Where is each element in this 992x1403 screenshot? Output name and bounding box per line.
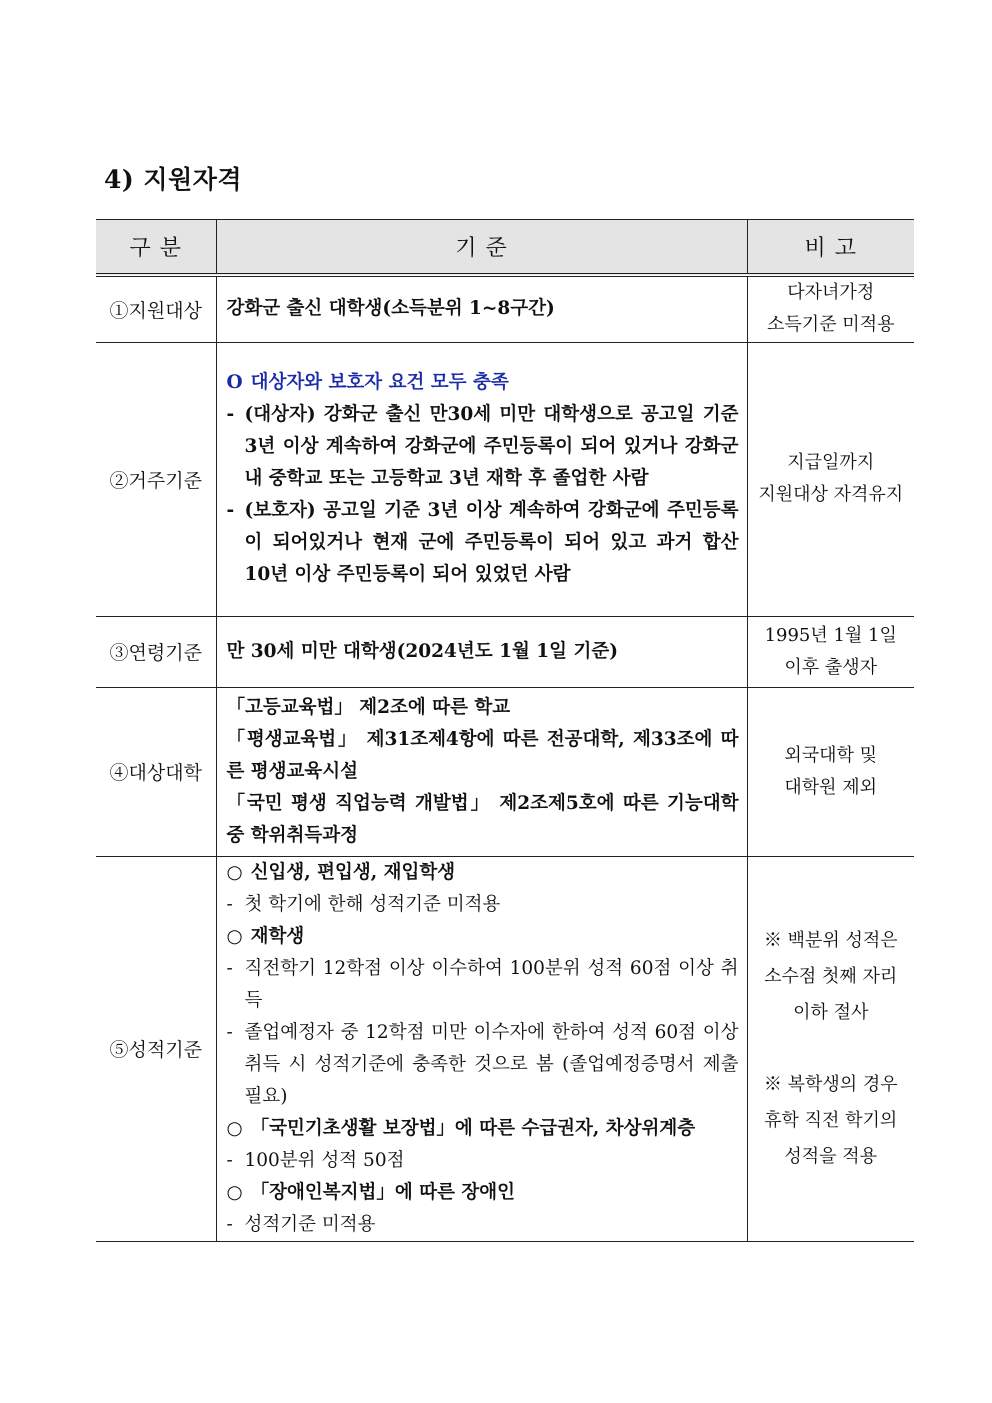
criteria-cell: [216, 616, 747, 687]
criteria-subitem: [227, 495, 739, 591]
note-line: 외국대학 및: [784, 744, 878, 766]
criteria-cell: [216, 687, 747, 856]
criteria-cell: [216, 856, 747, 1241]
criteria-subitem: [227, 889, 739, 921]
note-line: 지급일까지: [787, 452, 875, 473]
category-cell: ②거주기준: [96, 342, 216, 616]
table-row: [96, 616, 914, 687]
criteria-heading: [227, 1177, 739, 1209]
eligibility-table: [96, 219, 914, 1242]
dash-marker: -: [226, 893, 233, 915]
criteria-line: 직전학기 12학점 이상 이수하여 100분위 성적 60점 이상 취득: [244, 957, 739, 1011]
dash-marker: -: [226, 1021, 233, 1043]
note-cell: [747, 616, 914, 687]
header-note: 비 고: [747, 220, 914, 276]
criteria-line: 「평생교육법」 제31조제4항에 따른 전공대학, 제33조에 따른 평생교육시설: [226, 728, 739, 782]
criteria-line: 「국민 평생 직업능력 개발법」 제2조제5호에 따른 기능대학 중 학위취득과정: [226, 792, 739, 846]
criteria-subitem: [227, 953, 739, 1017]
section-title: 4) 지원자격: [104, 165, 243, 194]
criteria-heading: [227, 367, 739, 399]
criteria-line: 대상자와 보호자 요건 모두 충족: [250, 372, 509, 393]
table-row: [96, 856, 914, 1241]
circle-marker-icon: ○: [226, 925, 243, 947]
criteria-line: 졸업예정자 중 12학점 미만 이수자에 한하여 성적 60점 이상 취득 시 성적기준에 충족한 것으로 봄 (졸업예정증명서 제출 필요): [244, 1021, 739, 1107]
criteria-heading: [227, 921, 739, 953]
criteria-line: 재학생: [250, 925, 305, 947]
criteria-line: 100분위 성적 50점: [244, 1149, 405, 1171]
note-line: 이하 절사: [793, 1001, 869, 1023]
category-cell: ③연령기준: [96, 616, 216, 687]
criteria-cell: [216, 342, 747, 616]
criteria-line: 첫 학기에 한해 성적기준 미적용: [244, 893, 501, 915]
circle-marker-icon: ○: [226, 1117, 243, 1139]
note-cell: [747, 856, 914, 1241]
dash-marker: -: [226, 404, 235, 425]
note-line: ※ 백분위 성적은: [763, 929, 898, 951]
note-line: 대학원 제외: [784, 776, 878, 798]
criteria-subitem: [227, 399, 739, 495]
note-line: 1995년 1월 1일: [764, 624, 897, 646]
criteria-line: 만 30세 미만 대학생(2024년도 1월 1일 기준): [226, 640, 618, 662]
note-cell: [747, 342, 914, 616]
criteria-cell: [216, 275, 747, 342]
note-line: 다자녀가정: [787, 282, 875, 304]
criteria-heading: [227, 1113, 739, 1145]
criteria-line: 「고등교육법」 제2조에 따른 학교: [226, 696, 511, 718]
circle-marker-icon: O: [226, 372, 243, 393]
header-category: 구 분: [96, 220, 216, 276]
dash-marker: -: [226, 500, 235, 521]
header-row: [96, 220, 914, 276]
note-line: 성적을 적용: [784, 1145, 878, 1167]
criteria-line: 「국민기초생활 보장법」에 따른 수급권자, 차상위계층: [250, 1117, 696, 1139]
criteria-line: (대상자) 강화군 출신 만30세 미만 대학생으로 공고일 기준 3년 이상 계속하여 강화군에 주민등록이 되어 있거나 강화군 내 중학교 또는 고등학교 3년 재학 후 졸업한 사람: [244, 404, 739, 489]
category-cell: ⑤성적기준: [96, 856, 216, 1241]
criteria-subitem: [227, 1145, 739, 1177]
criteria-line: 강화군 출신 대학생(소득분위 1~8구간): [226, 298, 555, 320]
note-line: 소득기준 미적용: [767, 314, 895, 336]
table-row: [96, 687, 914, 856]
criteria-subitem: [227, 1209, 739, 1241]
note-line: 이후 출생자: [784, 656, 878, 678]
table-row: [96, 342, 914, 616]
circle-marker-icon: ○: [226, 1181, 243, 1203]
note-line: 지원대상 자격유지: [758, 484, 904, 505]
criteria-subitem: [227, 1017, 739, 1113]
note-cell: [747, 687, 914, 856]
header-criteria: 기 준: [216, 220, 747, 276]
criteria-line: 성적기준 미적용: [244, 1213, 376, 1235]
note-line: 휴학 직전 학기의: [764, 1109, 898, 1131]
criteria-heading: [227, 857, 739, 889]
table-row: [96, 275, 914, 342]
category-cell: ①지원대상: [96, 275, 216, 342]
criteria-line: (보호자) 공고일 기준 3년 이상 계속하여 강화군에 주민등록이 되어있거나 현재 군에 주민등록이 되어 있고 과거 합산 10년 이상 주민등록이 되어 있었던 사람: [244, 500, 739, 585]
note-spacer: [748, 1031, 915, 1067]
note-line: 소수점 첫째 자리: [764, 965, 898, 987]
dash-marker: -: [226, 1149, 233, 1171]
dash-marker: -: [226, 957, 233, 979]
criteria-line: 「장애인복지법」에 따른 장애인: [250, 1181, 515, 1203]
circle-marker-icon: ○: [226, 861, 243, 883]
criteria-line: 신입생, 편입생, 재입학생: [250, 861, 456, 883]
note-line: ※ 복학생의 경우: [763, 1073, 898, 1095]
note-cell: [747, 275, 914, 342]
dash-marker: -: [226, 1213, 233, 1235]
category-cell: ④대상대학: [96, 687, 216, 856]
